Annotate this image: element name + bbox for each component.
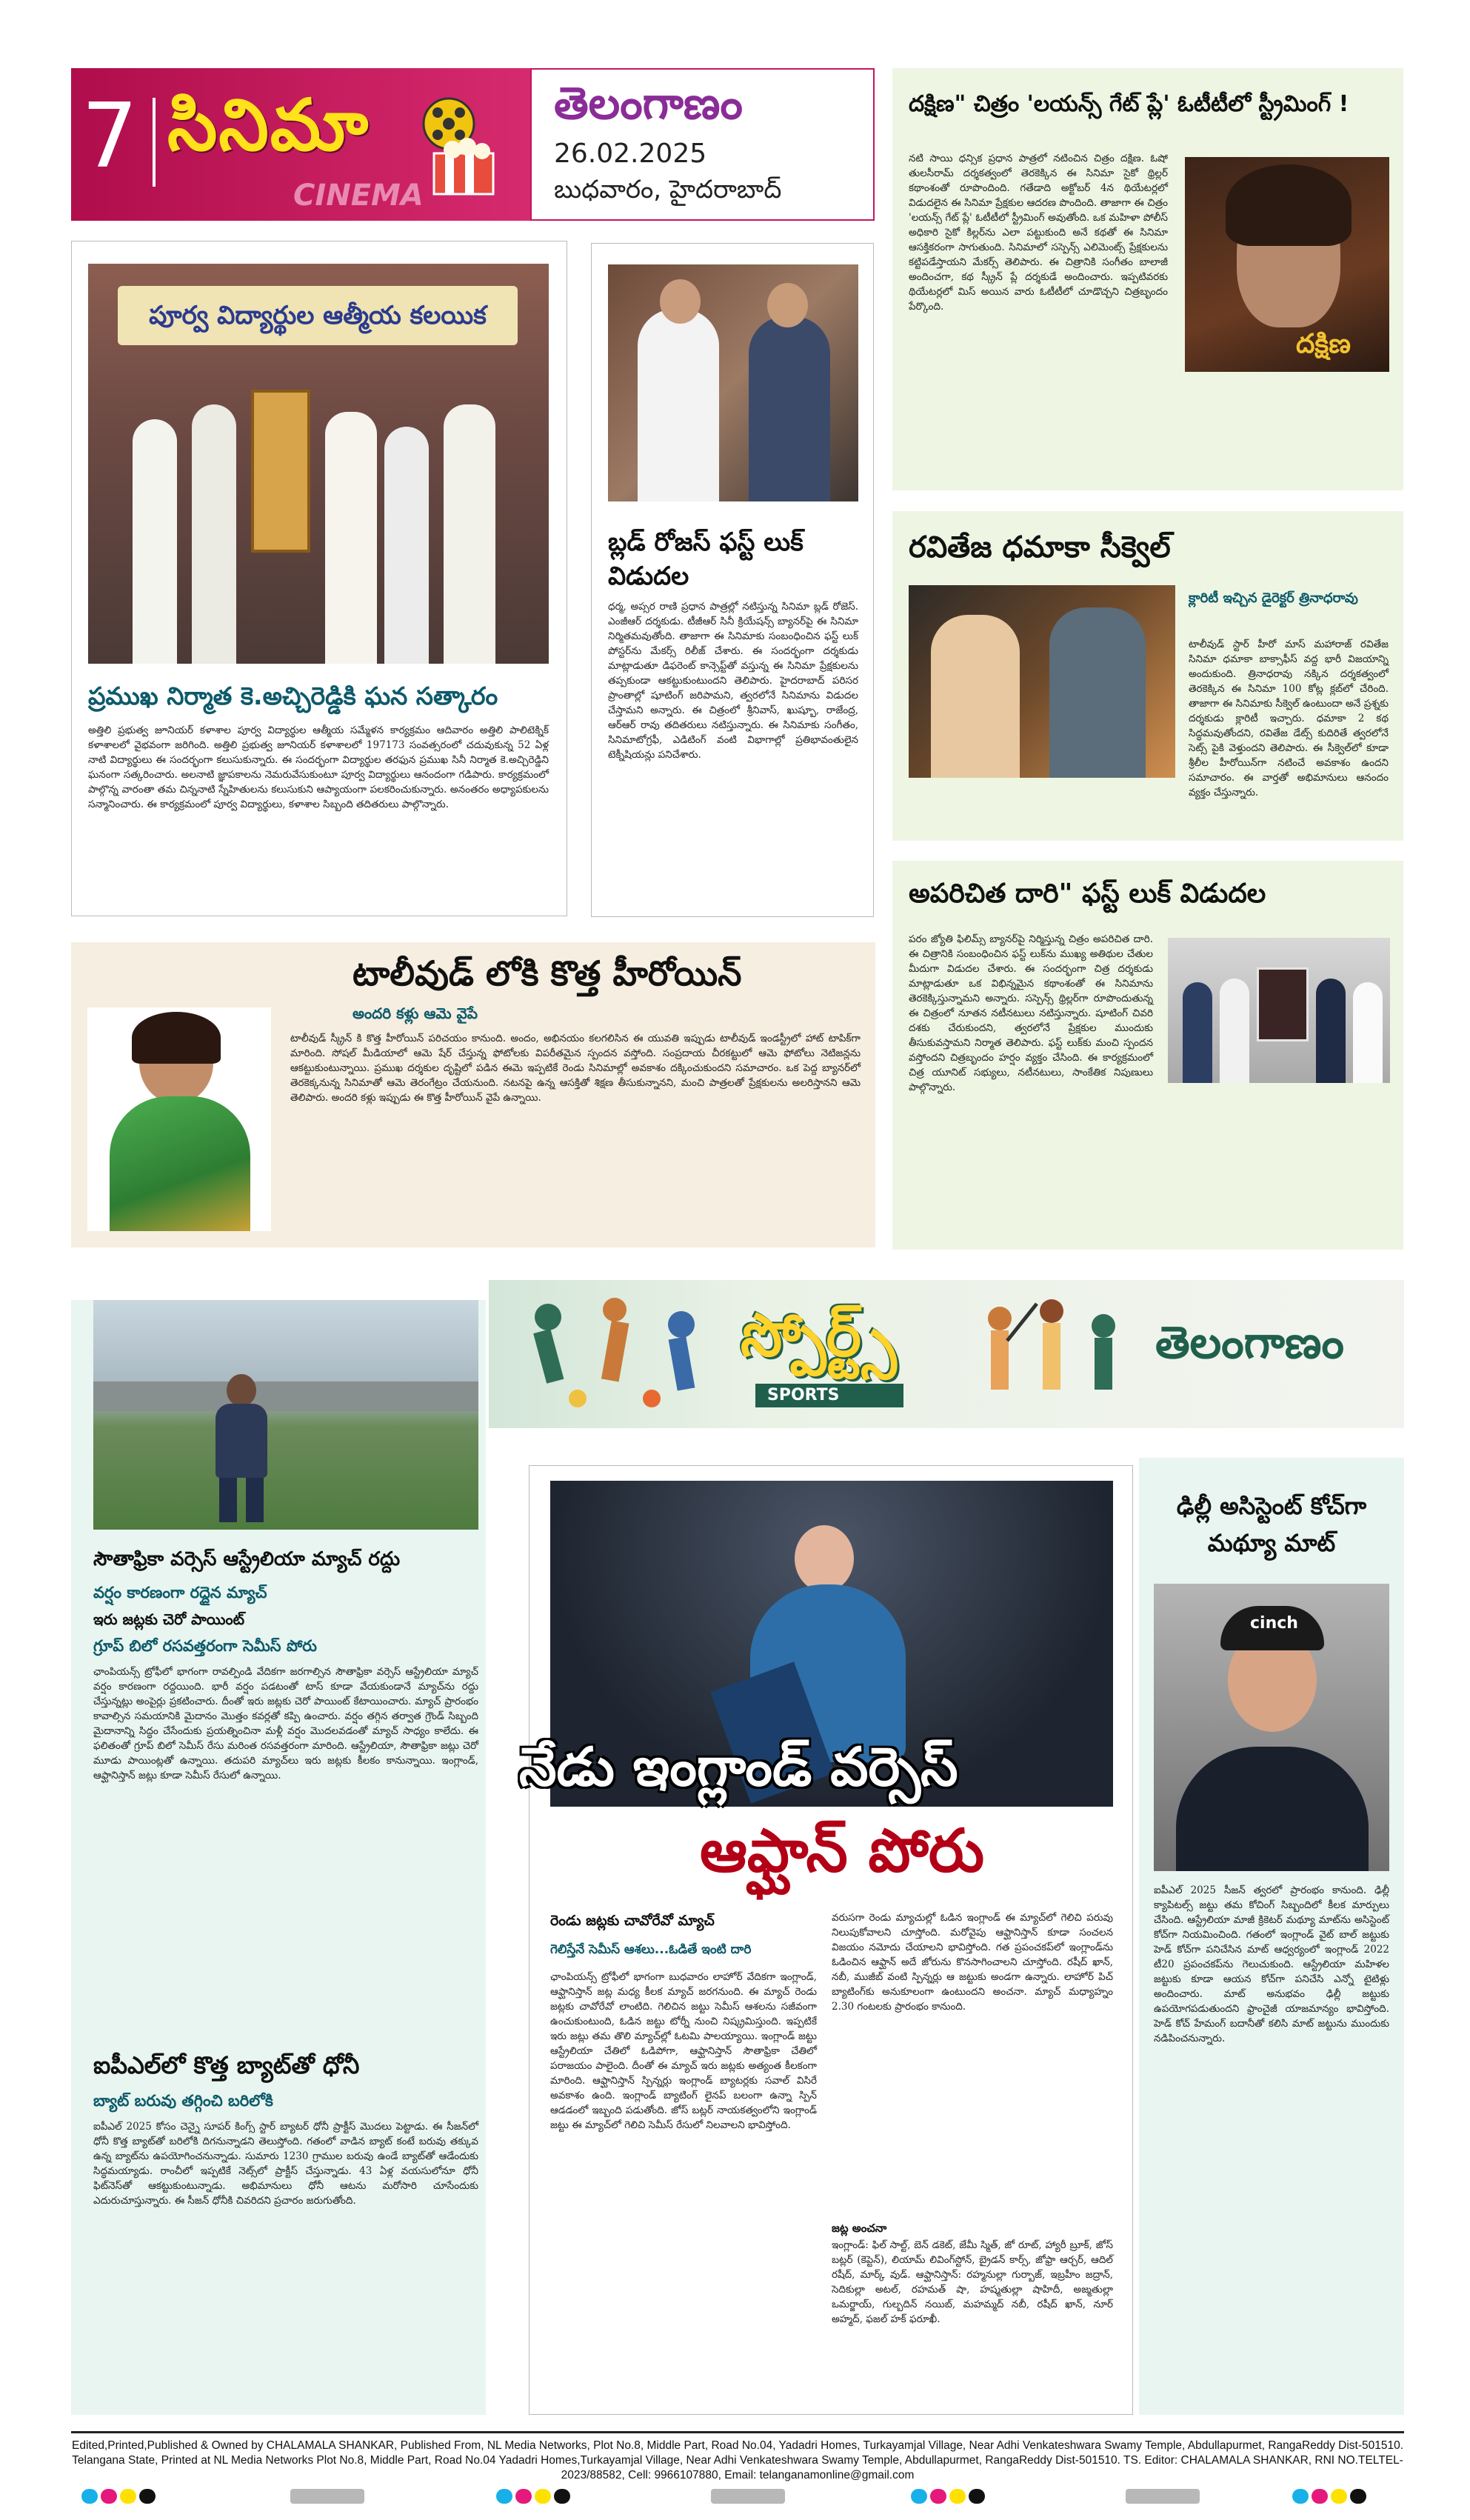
paper-name: తెలంగాణం xyxy=(554,78,743,130)
story-coach xyxy=(1139,1458,1404,2415)
honor-headline: ప్రముఖ నిర్మాత కె.అచ్చిరెడ్డికి ఘన సత్కారం xyxy=(88,681,498,710)
sa-aus-photo xyxy=(93,1300,478,1530)
story-eng-afg xyxy=(519,1465,1133,2415)
page-number: 7 xyxy=(81,85,138,188)
honor-stage-banner: పూర్వ విద్యార్థుల ఆత్మీయ కలయిక xyxy=(118,286,518,345)
section-subtitle: CINEMA xyxy=(293,179,424,213)
story-heroine xyxy=(71,942,875,1247)
eng-afg-body-2: వరుసగా రెండు మ్యాచుల్లో ఓడిన ఇంగ్లాండ్ ఈ మ్యాచ్‌లో గెలిచి పరువు నిలుపుకోవాలని చూస్తోంది. మరోవైపు ఆఫ్ఘానిస్తాన్ కూడా సంచలన విజయం నమోదు చేయాలని భావిస్తోంది. గత ప్రపంచకప్‌లో ఇంగ్లాండ్‌ను ఓడించిన ఆఫ్ఘాన్ అదే జోరును కొనసాగించాలని చూస్తోంది. రషీద్ ఖాన్, నబీ, ముజీబ్ వంటి స్పిన్నర్లు ఆ జట్టుకు అండగా ఉన్నారు. లాహోర్ పిచ్ బ్యాటింగ్‌కు అనుకూలంగా ఉంటుందని అంచనా. మ్యాచ్ మధ్యాహ్నం 2.30 గంటలకు ప్రారంభం కానుంది. xyxy=(832,1912,1113,2013)
poster-title: దక్షిణ xyxy=(1296,329,1351,359)
eng-afg-squads-label: జట్ల అంచనా xyxy=(832,2221,887,2235)
sa-aus-headline: సౌతాఫ్రికా వర్సెస్ ఆస్ట్రేలియా మ్యాచ్ రద్దు xyxy=(93,1548,401,1570)
story-aparichitha xyxy=(892,861,1403,1250)
eng-afg-sub-2: గెలిస్తేనే సెమీస్ ఆశలు...ఓడితే ఇంటి దారి xyxy=(550,1942,752,1957)
sports-banner xyxy=(489,1280,1404,1428)
masthead-red-panel xyxy=(71,68,530,221)
section-title: సినిమా xyxy=(167,84,370,167)
dhoni-headline: ఐపీఎల్‌లో కొత్త బ్యాట్‌తో ధోనీ xyxy=(93,2051,360,2079)
lions-gate-poster xyxy=(1185,157,1389,372)
story-blood-roses xyxy=(591,243,874,917)
heroine-headline: టాలీవుడ్ లోకి కొత్త హీరోయిన్ xyxy=(353,953,742,993)
footer-rule xyxy=(71,2431,1404,2433)
sports-paper-name: తెలంగాణం xyxy=(1155,1317,1344,1369)
lions-gate-body-cont xyxy=(909,379,1390,476)
edition-day-place: బుధవారం, హైదరాబాద్ xyxy=(554,175,782,204)
eng-afg-sub-1: రెండు జట్లకు చావోరేవో మ్యాచ్ xyxy=(550,1913,715,1929)
blood-roses-headline: బ్లడ్ రోజస్ ఫస్ట్ లుక్ విడుదల xyxy=(608,527,804,591)
eng-afg-headline-2: ఆఫ్ఘాన్ పోరు xyxy=(700,1816,985,1885)
film-reel-icon xyxy=(412,90,515,201)
eng-afg-squads: ఇంగ్లాండ్: ఫిల్ సాల్ట్, బెన్ డకెట్, జేమీ స్మిత్, జో రూట్, హ్యారీ బ్రూక్, జోస్ బట్లర్ (కెప్టెన్), లియామ్ లివింగ్‌స్టోన్, బ్రైడన్ కార్స్, జోఫ్రా ఆర్చర్, ఆదిల్ రషీద్, మార్క్ వుడ్. ఆఫ్ఘానిస్తాన్: రహ్మనుల్లా గుర్బాజ్, ఇబ్రహీం జద్రాన్, సెదికుల్లా అటల్, రహమత్ షా, హష్మతుల్లా షాహిదీ, అజ్మతుల్లా ఒమర్జాయ్, గుల్బదిన్ నయిబ్, మహమ్మద్ నబీ, రషీద్ ఖాన్, నూర్ అహ్మద్, ఫజల్ హక్ ఫరూఖీ. xyxy=(832,2239,1113,2325)
heroine-body: టాలీవుడ్ స్క్రీన్ కి కొత్త హీరోయిన్ పరిచయం కానుంది. అందం, అభినయం కలగలిసిన ఈ యువతి ఇప్పుడు టాలీవుడ్ ఇండస్ట్రీలో హాట్ టాపిక్‌గా మారింది. సోషల్ మీడియాలో ఆమె షేర్ చేస్తున్న ఫోటోలకు విపరీతమైన స్పందన వస్తోంది. సంప్రదాయ చీరకట్టులో ఆమె ఫోటోలు నెటిజన్లను ఆకట్టుకుంటున్నాయి. ప్రముఖ దర్శకుల దృష్టిలో పడిన ఈమె ఇప్పటికే రెండు సినిమాల్లో అవకాశం దక్కించుకుందని సమాచారం. ఒక పెద్ద బ్యానర్‌లో తెరకెక్కనున్న సినిమాతో ఆమె తెరంగేట్రం చేయనుంది. నటనపై ఉన్న ఆసక్తితో శిక్షణ తీసుకున్నానని, మంచి పాత్రలతో ప్రేక్షకులను అలరిస్తానని ఆమె తెలిపారు. అందరి కళ్లు ఇప్పుడు ఈ కొత్త హీరోయిన్ వైపే ఉన్నాయి. xyxy=(290,1033,861,1104)
story-lions-gate xyxy=(892,68,1403,490)
footer-imprint: Edited,Printed,Published & Owned by CHALAMALA SHANKAR, Published From, NL Media Networks, Plot No.8, Middle Part, Road No.04, Yadadri Homes, Turkayamjal Village, Near Adhi Venkateshwara Swamy Temple, Abdullapurmet, RangaReddy Dist-501510. Telangana State, Printed at NL Media Networks Plot No.8, Middle Part, Road No.04 Yadadri Homes,Turkayamjal Village, Near Adhi Venkateshwara Swamy Temple, Abdullapurmet, RangaReddy Dist-501510. TS. Editor: CHALAMALA SHANKAR, RNI NO.TELTEL-2023/88582, Cell: 9966107880, Email: telanganamonline@gmail.com xyxy=(71,2439,1404,2481)
story-honor xyxy=(71,241,567,916)
blood-roses-poster xyxy=(608,264,858,501)
sports-title: స్పోర్ట్స్ xyxy=(741,1301,897,1370)
lions-gate-body: నటి సాయి ధన్సిక ప్రధాన పాత్రలో నటించిన చిత్రం దక్షిణ. ఓషో తులసీరామ్ దర్శకత్వంలో తెరకెక్కిన ఈ సినిమా సైకో థ్రిల్లర్ కథాంశంతో రూపొందింది. గతేడాది అక్టోబర్ 4న థియేటర్లలో విడుదలైన ఈ సినిమా ప్రేక్షకుల ఆదరణ పొందింది. తాజాగా ఈ చిత్రం 'లయన్స్ గేట్ ప్లే' ఓటీటీలో స్ట్రీమింగ్ అవుతోంది. ఒక మహిళా పోలీస్ అధికారి సైకో కిల్లర్‌ను ఎలా పట్టుకుంది అనే కథతో ఈ సినిమా ఆసక్తికరంగా సాగుతుంది. సినిమాలో సస్పెన్స్ ఎలిమెంట్స్ ప్రేక్షకులను కట్టిపడేస్తాయని మేకర్స్ తెలిపారు. ఈ చిత్రానికి సంగీతం బాలాజీ అందించగా, కథ స్క్రీన్ ప్లే దర్శకుడే అందించారు. ఇప్పటివరకు థియేటర్లలో మిస్ అయిన వారు ఓటీటీలో చూడొచ్చని చిత్రబృందం పేర్కొంది. xyxy=(909,153,1168,313)
honor-body: అత్తిలి ప్రభుత్వ జూనియర్ కళాశాల పూర్వ విద్యార్థుల ఆత్మీయ సమ్మేళన కార్యక్రమం ఆదివారం అత్తిలి పాలిటెక్నిక్ కళాశాలలో వైభవంగా జరిగింది. అత్తిలి ప్రభుత్వ జూనియర్ కళాశాలలో 197173 సంవత్సరంలో చదువుకున్న 52 ఏళ్ల నాటి విద్యార్థులు ఈ సందర్భంగా కలుసుకున్నారు. ఈ సందర్భంగా విద్యార్థుల తరఫున ప్రముఖ సినీ నిర్మాత కె.అచ్చిరెడ్డిని ఘనంగా సత్కరించారు. అలనాటి జ్ఞాపకాలను నెమరువేసుకుంటూ పూర్వ విద్యార్థులు ఆనందంగా గడిపారు. కార్యక్రమంలో పాల్గొన్న వారంతా తమ చిన్ననాటి స్నేహితులను కలుసుకుని ఆప్యాయంగా పలకరించుకున్నారు. అనంతరం అధ్యాపకులను సన్మానించారు. ఈ కార్యక్రమంలో పూర్వ విద్యార్థులు, కళాశాల సిబ్బంది తదితరులు పాల్గొన్నారు. xyxy=(88,724,549,810)
dhoni-body: ఐపీఎల్ 2025 కోసం చెన్నై సూపర్ కింగ్స్ స్టార్ బ్యాటర్ ధోనీ ప్రాక్టీస్ మొదలు పెట్టాడు. ఈ సీజన్‌లో ధోనీ కొత్త బ్యాట్‌తో బరిలోకి దిగనున్నాడని తెలుస్తోంది. గతంలో వాడిన బ్యాట్ కంటే బరువు తక్కువ ఉన్న బ్యాట్‌ను ఉపయోగించనున్నాడు. సుమారు 1230 గ్రాముల బరువు ఉండే బ్యాట్‌తో ఆడేందుకు సిద్ధమయ్యాడు. రాంచీలో ఇప్పటికే నెట్స్‌లో ప్రాక్టీస్ చేస్తున్నాడు. 43 ఏళ్ల వయసులోనూ ధోనీ ఫిట్‌నెస్‌తో ఆకట్టుకుంటున్నాడు. అభిమానులు ధోనీ ఆటను మరోసారి చూసేందుకు ఎదురుచూస్తున్నారు. ఈ సీజన్ ధోనీకి చివరిదని ప్రచారం జరుగుతోంది. xyxy=(93,2121,478,2207)
lions-gate-headline: దక్షిణ" చిత్రం 'లయన్స్ గేట్ ప్లే' ఓటీటీలో స్ట్రీమింగ్ ! xyxy=(909,91,1349,117)
dhoni-sub: బ్యాట్ బరువు తగ్గించి బరిలోకి xyxy=(93,2092,273,2110)
raviteja-poster xyxy=(909,585,1175,778)
players-icon xyxy=(963,1289,1133,1422)
blood-roses-body: ధర్మ, అప్సర రాణి ప్రధాన పాత్రల్లో నటిస్తున్న సినిమా బ్లడ్ రోజెస్. ఎంజీఆర్ దర్శకుడు. టీజీఆర్ సినీ క్రియేషన్స్ బ్యానర్‌పై ఈ సినిమా నిర్మితమవుతోంది. తాజాగా ఈ సినిమాకు సంబంధించిన ఫస్ట్ లుక్ పోస్టర్‌ను మేకర్స్ రిలీజ్ చేశారు. ఈ సందర్భంగా దర్శకుడు మాట్లాడుతూ డిఫరెంట్ కాన్సెప్ట్‌తో వస్తున్న ఈ సినిమా ప్రేక్షకులను తప్పకుండా ఆకట్టుకుంటుందని తెలిపారు. హైదరాబాద్ పరిసర ప్రాంతాల్లో షూటింగ్ జరిపామని, త్వరలోనే సినిమాను విడుదల చేస్తామని అన్నారు. ఈ చిత్రంలో శ్రీనివాస్, ఖుష్బూ, రాజేంద్ర, ఆర్ఆర్ రావు తదితరులు నటిస్తున్నారు. ఈ సినిమాకు సంగీతం, సినిమాటోగ్రఫీ, ఎడిటింగ్ వంటి విభాగాల్లో ప్రతిభావంతులైన టెక్నీషియన్లు పనిచేశారు. xyxy=(608,601,858,761)
story-dhoni xyxy=(71,2041,486,2415)
heroine-photo xyxy=(87,1007,271,1231)
aparichitha-photo xyxy=(1168,938,1390,1083)
honor-photo xyxy=(88,264,549,664)
raviteja-sub: క్లారిటీ ఇచ్చిన డైరెక్టర్ త్రినాధరావు xyxy=(1189,590,1358,606)
sports-subtitle: SPORTS xyxy=(755,1384,903,1407)
sa-aus-sub-2: ఇరు జట్లకు చెరో పాయింట్ xyxy=(93,1610,245,1628)
athletes-icon xyxy=(504,1287,726,1421)
raviteja-headline: రవితేజ ధమాకా సీక్వెల్ xyxy=(909,530,1171,564)
story-raviteja xyxy=(892,511,1403,841)
masthead xyxy=(71,68,875,221)
sa-aus-sub-1: వర్షం కారణంగా రద్దైన మ్యాచ్ xyxy=(93,1584,267,1601)
heroine-sub: అందరి కళ్లు ఆమె వైపే xyxy=(353,1004,478,1022)
masthead-info-panel xyxy=(530,68,875,221)
eng-afg-headline-1: నేడు ఇంగ్లాండ్ వర్సెస్ xyxy=(519,1736,958,1798)
coach-cap-logo: cinch xyxy=(1250,1614,1298,1633)
coach-photo xyxy=(1154,1584,1389,1871)
raviteja-body-cont xyxy=(909,785,1390,830)
aparichitha-body: పరం జ్యోతి ఫిలిమ్స్ బ్యానర్‌పై నిర్మిస్తున్న చిత్రం అపరిచిత దారి. ఈ చిత్రానికి సంబంధించిన ఫస్ట్ లుక్‌ను ముఖ్య అతిథుల చేతుల మీదుగా విడుదల చేశారు. ఈ సందర్భంగా చిత్ర దర్శకుడు మాట్లాడుతూ ఒక విభిన్నమైన కథాంశంతో ఈ సినిమాను తెరకెక్కిస్తున్నామని అన్నారు. సస్పెన్స్ థ్రిల్లర్‌గా రూపొందుతున్న ఈ చిత్రంలో నూతన నటీనటులు నటిస్తున్నారు. షూటింగ్ చివరి దశకు చేరుకుందని, త్వరలోనే ప్రేక్షకుల ముందుకు తీసుకువస్తామని నిర్మాత తెలిపారు. ఫస్ట్ లుక్‌కు మంచి స్పందన వస్తోందని చిత్రబృందం హర్షం వ్యక్తం చేసింది. ఈ కార్యక్రమంలో చిత్ర యూనిట్ సభ్యులు, నటీనటులు, సాంకేతిక నిపుణులు పాల్గొన్నారు. xyxy=(909,933,1153,1093)
eng-afg-body-1: ఛాంపియన్స్ ట్రోఫీలో భాగంగా బుధవారం లాహోర్ వేదికగా ఇంగ్లాండ్, ఆఫ్ఘానిస్తాన్ జట్ల మధ్య కీలక మ్యాచ్ జరగనుంది. ఈ మ్యాచ్ రెండు జట్లకు చావోరేవో లాంటిది. గెలిచిన జట్టు సెమీస్ ఆశలను సజీవంగా ఉంచుకుంటుంది, ఓడిన జట్టు టోర్నీ నుంచి నిష్క్రమిస్తుంది. ఇప్పటికే ఇరు జట్లు తమ తొలి మ్యాచ్‌ల్లో ఓటమి పాలయ్యాయి. ఇంగ్లాండ్ జట్టు ఆస్ట్రేలియా చేతిలో ఓడిపోగా, ఆఫ్ఘానిస్తాన్ సౌతాఫ్రికా చేతిలో పరాజయం పాలైంది. దీంతో ఈ మ్యాచ్ ఇరు జట్లకు అత్యంత కీలకంగా మారింది. ఆఫ్ఘానిస్తాన్ స్పిన్నర్లు ఇంగ్లాండ్ బ్యాటర్లకు సవాల్ విసిరే అవకాశం ఉంది. ఇంగ్లాండ్ బ్యాటింగ్ లైనప్ బలంగా ఉన్నా స్పిన్ ఆడడంలో ఇబ్బంది పడుతోంది. జోస్ బట్లర్ నాయకత్వంలోని ఇంగ్లాండ్ జట్టు ఈ మ్యాచ్‌లో గెలిచి సెమీస్ రేసులో నిలవాలని భావిస్తోంది. xyxy=(550,1971,817,2131)
raviteja-body: టాలీవుడ్ స్టార్ హీరో మాస్ మహారాజ్ రవితేజ సినిమా ధమాకా బాక్సాఫీస్ వద్ద భారీ విజయాన్ని అందుకుంది. త్రినాధరావు నక్కిన దర్శకత్వంలో తెరకెక్కిన ఈ సినిమా 100 కోట్ల క్లబ్‌లో చేరింది. తాజాగా ఈ సినిమాకు సీక్వెల్ ఉంటుందా అనే ప్రశ్నకు దర్శకుడు క్లారిటీ ఇచ్చారు. ధమాకా 2 కథ సిద్ధమవుతోందని, రవితేజ డేట్స్ కుదిరితే త్వరలోనే సెట్స్ పైకి వెళ్తుందని తెలిపారు. ఈ సీక్వెల్‌లో కూడా శ్రీలీల హీరోయిన్‌గా నటించే అవకాశం ఉందని సమాచారం. ఈ వార్తతో అభిమానులు ఆనందం వ్యక్తం చేస్తున్నారు. xyxy=(1189,639,1389,799)
coach-headline: ఢిల్లీ అసిస్టెంట్ కోచ్‌గా మథ్యూ మాట్ xyxy=(1176,1492,1367,1557)
sa-aus-body: ఛాంపియన్స్ ట్రోఫీలో భాగంగా రావల్పిండి వేదికగా జరగాల్సిన సౌతాఫ్రికా వర్సెస్ ఆస్ట్రేలియా మ్యాచ్ వర్షం కారణంగా రద్దయింది. భారీ వర్షం పడటంతో టాస్ కూడా వేయకుండానే మ్యాచ్‌ను రద్దు చేస్తున్నట్లు అంపైర్లు ప్రకటించారు. దీంతో ఇరు జట్లకు చెరో పాయింట్ కేటాయించారు. మ్యాచ్ ప్రారంభం కావాల్సిన సమయానికి మైదానం మొత్తం కవర్లతో కప్పి ఉంచారు. వర్షం తగ్గిన తర్వాత గ్రౌండ్ సిబ్బంది మైదానాన్ని సిద్ధం చేసేందుకు ప్రయత్నించినా మళ్లీ వర్షం మొదలవడంతో మ్యాచ్ సాధ్యం కాలేదు. ఈ ఫలితంతో గ్రూప్ బిలో సెమీస్ రేసు మరింత రసవత్తరంగా మారింది. ఆస్ట్రేలియా, సౌతాఫ్రికా జట్లు చెరో మూడు పాయింట్లతో ఉన్నాయి. తదుపరి మ్యాచ్‌లు ఇరు జట్లకు కీలకం కానున్నాయి. ఇంగ్లాండ్, ఆఫ్ఘానిస్తాన్ జట్లు కూడా సెమీస్ రేసులో ఉన్నాయి. xyxy=(93,1666,478,1781)
edition-date: 26.02.2025 xyxy=(554,139,707,169)
story-sa-aus xyxy=(71,1300,486,2041)
aparichitha-headline: అపరిచిత దారి" ఫస్ట్ లుక్ విడుదల xyxy=(909,879,1266,909)
coach-body: ఐపీఎల్ 2025 సీజన్ త్వరలో ప్రారంభం కానుంది. ఢిల్లీ క్యాపిటల్స్ జట్టు తమ కోచింగ్ సిబ్బందిలో కీలక మార్పులు చేసింది. ఆస్ట్రేలియా మాజీ క్రికెటర్ మథ్యూ మాట్‌ను అసిస్టెంట్ కోచ్‌గా నియమించింది. గతంలో ఇంగ్లాండ్ వైట్ బాల్ జట్టుకు హెడ్ కోచ్‌గా పనిచేసిన మాట్ ఆధ్వర్యంలో ఇంగ్లాండ్ 2022 టీ20 ప్రపంచకప్‌ను గెలుచుకుంది. ఆస్ట్రేలియా మహిళల జట్టుకు కూడా ఆయన కోచ్‌గా పనిచేసి ఎన్నో టైటిళ్లు అందించారు. మాట్ అనుభవం ఢిల్లీ జట్టుకు ఉపయోగపడుతుందని ఫ్రాంచైజీ యాజమాన్యం భావిస్తోంది. హెడ్ కోచ్ హేమంగ్ బదానీతో కలిసి మాట్ జట్టును ముందుకు నడిపించనున్నారు. xyxy=(1154,1884,1389,2044)
sa-aus-sub-3: గ్రూప్ బిలో రసవత్తరంగా సెమీస్ పోరు xyxy=(93,1637,317,1655)
